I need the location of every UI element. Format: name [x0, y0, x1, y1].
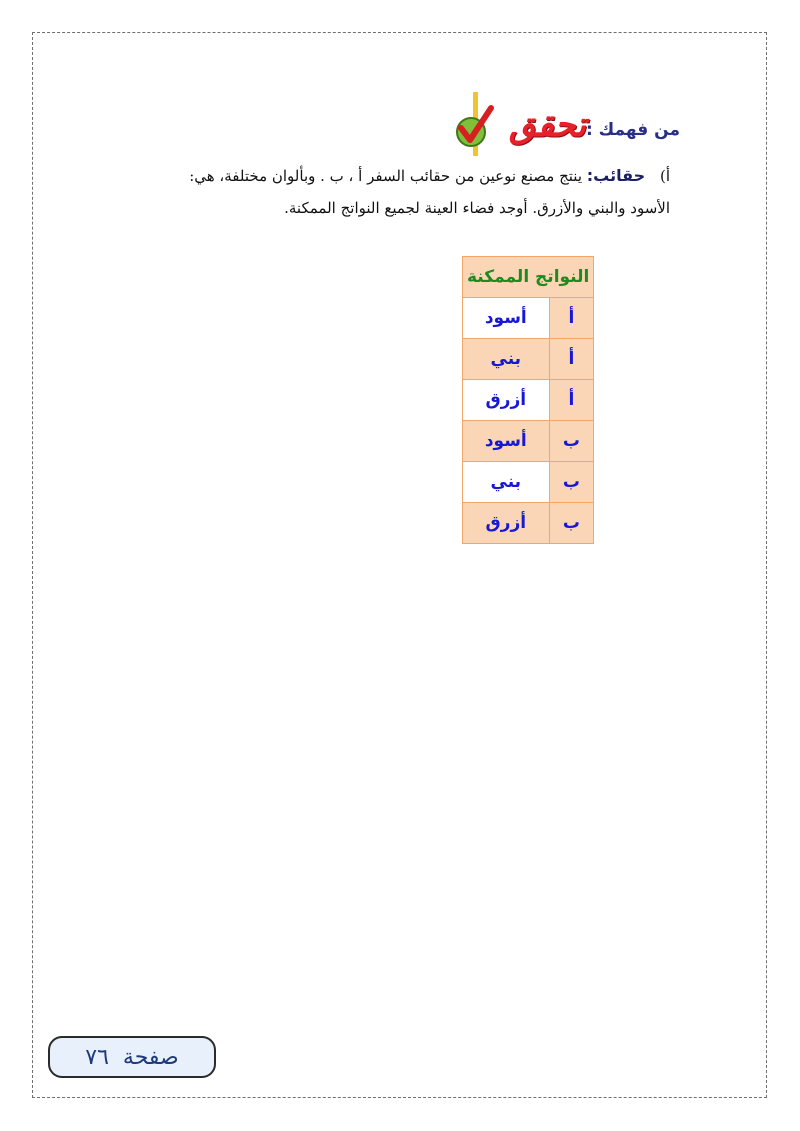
- question-text: [150, 160, 670, 224]
- section-heading: [445, 90, 680, 160]
- table-cell-type: ب: [549, 462, 594, 503]
- table-row: [463, 503, 594, 544]
- table-row: [463, 421, 594, 462]
- heading-subtitle: من فهمك :: [585, 120, 680, 140]
- question-keyword: حقائب:: [586, 166, 646, 185]
- question-line-1: [150, 160, 670, 192]
- table-row: [463, 298, 594, 339]
- table-cell-color: أسود: [463, 298, 550, 339]
- question-line-1-text: ينتج مصنع نوعين من حقائب السفر أ ، ب . وبألوان مختلفة، هي:: [189, 167, 582, 185]
- question-marker: أ): [659, 167, 670, 185]
- outcomes-table: [462, 256, 594, 544]
- table-cell-type: ب: [549, 503, 594, 544]
- table-cell-color: أسود: [463, 421, 550, 462]
- table-cell-type: أ: [549, 380, 594, 421]
- question-line-2: الأسود والبني والأزرق. أوجد فضاء العينة لجميع النواتج الممكنة.: [284, 199, 670, 217]
- table-row: [463, 462, 594, 503]
- heading-title: تحقق: [508, 105, 586, 145]
- table-cell-color: أزرق: [463, 380, 550, 421]
- table-cell-color: بني: [463, 339, 550, 380]
- table-cell-type: ب: [549, 421, 594, 462]
- table-row: [463, 339, 594, 380]
- table-header: النواتج الممكنة: [463, 257, 594, 298]
- table-cell-color: أزرق: [463, 503, 550, 544]
- table-row: [463, 380, 594, 421]
- page-number-badge: [48, 1036, 216, 1078]
- table-cell-type: أ: [549, 298, 594, 339]
- check-mark-icon: [451, 90, 501, 160]
- table-cell-type: أ: [549, 339, 594, 380]
- page-number-label: صفحة: [122, 1044, 179, 1070]
- page-number-value: ٧٦: [85, 1044, 109, 1070]
- table-cell-color: بني: [463, 462, 550, 503]
